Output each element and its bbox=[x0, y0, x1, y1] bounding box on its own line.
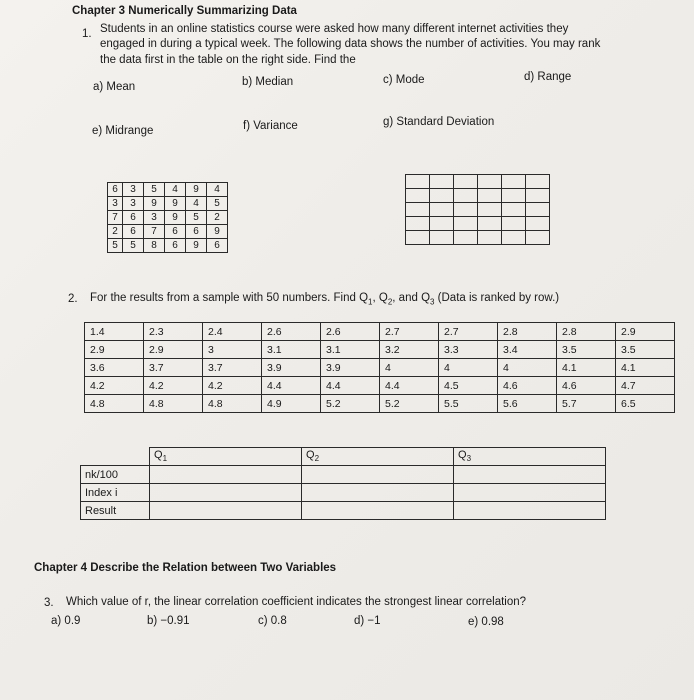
q1-line3: the data first in the table on the right side. Find the bbox=[100, 54, 356, 66]
table-cell: 5.7 bbox=[557, 395, 616, 413]
blank-cell[interactable] bbox=[430, 175, 454, 189]
q3-option-e: e) 0.98 bbox=[468, 616, 504, 628]
q2-data-table bbox=[84, 322, 675, 413]
table-cell: 5 bbox=[207, 197, 228, 211]
blank-cell[interactable] bbox=[478, 189, 502, 203]
table-cell: 4.8 bbox=[85, 395, 144, 413]
quartile-label: $Q_2$ bbox=[378, 292, 393, 307]
table-row bbox=[406, 231, 550, 245]
table-cell: 3.6 bbox=[85, 359, 144, 377]
table-cell: 3 bbox=[144, 211, 165, 225]
blank-cell[interactable] bbox=[526, 203, 550, 217]
table-row bbox=[85, 341, 675, 359]
table-cell: 3.9 bbox=[321, 359, 380, 377]
table-cell: 3.1 bbox=[262, 341, 321, 359]
answer-cell[interactable] bbox=[150, 502, 302, 520]
table-cell: 5 bbox=[186, 211, 207, 225]
table-row bbox=[85, 377, 675, 395]
quartile-table bbox=[80, 447, 606, 520]
table-cell: 2.3 bbox=[144, 323, 203, 341]
table-row bbox=[81, 484, 606, 502]
table-row bbox=[108, 197, 228, 211]
table-cell: 3.3 bbox=[439, 341, 498, 359]
table-row bbox=[85, 323, 675, 341]
table-cell: 4.1 bbox=[557, 359, 616, 377]
table-cell: 4.8 bbox=[203, 395, 262, 413]
table-cell: 4 bbox=[498, 359, 557, 377]
blank-cell[interactable] bbox=[430, 231, 454, 245]
q3-number: 3. bbox=[44, 597, 54, 609]
blank-cell[interactable] bbox=[478, 231, 502, 245]
blank-cell[interactable] bbox=[478, 175, 502, 189]
quartile-label: $Q_2$ bbox=[306, 449, 320, 464]
table-cell: 4.4 bbox=[262, 377, 321, 395]
quartile-header bbox=[454, 448, 606, 466]
quartile-label: $Q_3$ bbox=[421, 292, 435, 307]
blank-cell[interactable] bbox=[406, 231, 430, 245]
table-cell: 4.4 bbox=[380, 377, 439, 395]
table-cell: 6.5 bbox=[616, 395, 675, 413]
table-cell: 7 bbox=[108, 211, 123, 225]
table-cell: 4.6 bbox=[557, 377, 616, 395]
row-label: Result bbox=[81, 502, 150, 520]
table-cell: 4.2 bbox=[144, 377, 203, 395]
table-cell: 4.2 bbox=[85, 377, 144, 395]
table-cell: 3.7 bbox=[144, 359, 203, 377]
table-cell: 7 bbox=[144, 225, 165, 239]
table-cell: 9 bbox=[165, 211, 186, 225]
table-cell: 4.8 bbox=[144, 395, 203, 413]
quartile-label: $Q_1$ bbox=[154, 449, 168, 464]
table-cell: 6 bbox=[207, 239, 228, 253]
q1-number: 1. bbox=[82, 28, 92, 40]
table-cell: 2.9 bbox=[144, 341, 203, 359]
q1-data-table bbox=[107, 182, 228, 253]
table-cell: 2.8 bbox=[557, 323, 616, 341]
blank-cell[interactable] bbox=[502, 189, 526, 203]
q1-part-g: g) Standard Deviation bbox=[383, 116, 495, 128]
blank-cell[interactable] bbox=[454, 231, 478, 245]
q3-option-c: c) 0.8 bbox=[258, 615, 287, 627]
blank-cell[interactable] bbox=[406, 175, 430, 189]
table-cell: 9 bbox=[186, 239, 207, 253]
table-cell: 5.2 bbox=[380, 395, 439, 413]
table-cell: 9 bbox=[186, 183, 207, 197]
blank-cell[interactable] bbox=[430, 217, 454, 231]
table-cell: 4.1 bbox=[616, 359, 675, 377]
blank-cell[interactable] bbox=[526, 189, 550, 203]
table-row bbox=[406, 203, 550, 217]
table-cell: 5 bbox=[123, 239, 144, 253]
table-row bbox=[406, 175, 550, 189]
table-cell: 3.7 bbox=[203, 359, 262, 377]
table-cell: 5.2 bbox=[321, 395, 380, 413]
blank-cell[interactable] bbox=[406, 189, 430, 203]
q3-option-d: d) −1 bbox=[354, 615, 381, 627]
table-cell: 4 bbox=[165, 183, 186, 197]
table-row bbox=[406, 189, 550, 203]
row-label: Index i bbox=[81, 484, 150, 502]
row-label: nk/100 bbox=[81, 466, 150, 484]
q1-line1: Students in an online statistics course were asked how many different internet activities they bbox=[100, 23, 569, 35]
table-row bbox=[85, 395, 675, 413]
table-cell: 2.6 bbox=[262, 323, 321, 341]
q1-part-d: d) Range bbox=[524, 71, 572, 83]
answer-cell[interactable] bbox=[302, 502, 454, 520]
answer-cell[interactable] bbox=[454, 484, 606, 502]
table-cell: 4.7 bbox=[616, 377, 675, 395]
table-cell: 5 bbox=[144, 183, 165, 197]
table-cell: 6 bbox=[123, 225, 144, 239]
answer-cell[interactable] bbox=[454, 466, 606, 484]
blank-cell[interactable] bbox=[502, 203, 526, 217]
table-row bbox=[406, 217, 550, 231]
blank-cell[interactable] bbox=[454, 203, 478, 217]
table-cell: 2 bbox=[207, 211, 228, 225]
table-cell: 5.5 bbox=[439, 395, 498, 413]
q1-rank-table bbox=[405, 174, 550, 245]
table-cell: 4.6 bbox=[498, 377, 557, 395]
blank-cell[interactable] bbox=[502, 231, 526, 245]
table-cell: 9 bbox=[207, 225, 228, 239]
chapter4-title: Chapter 4 Describe the Relation between Two Variables bbox=[34, 562, 337, 574]
q1-part-a: a) Mean bbox=[93, 81, 136, 93]
blank-cell[interactable] bbox=[526, 217, 550, 231]
answer-cell[interactable] bbox=[150, 466, 302, 484]
blank-cell[interactable] bbox=[406, 203, 430, 217]
table-cell: 5 bbox=[108, 239, 123, 253]
table-cell: 4.4 bbox=[321, 377, 380, 395]
table-cell: 6 bbox=[186, 225, 207, 239]
table-cell: 6 bbox=[165, 225, 186, 239]
table-cell: 8 bbox=[144, 239, 165, 253]
answer-cell[interactable] bbox=[150, 484, 302, 502]
blank-cell[interactable] bbox=[502, 217, 526, 231]
table-cell: 3.2 bbox=[380, 341, 439, 359]
q1-part-e: e) Midrange bbox=[92, 125, 154, 137]
blank-cell[interactable] bbox=[454, 175, 478, 189]
quartile-header bbox=[302, 448, 454, 466]
table-cell: 2.7 bbox=[380, 323, 439, 341]
blank-cell[interactable] bbox=[430, 189, 454, 203]
quartile-label: $Q_3$ bbox=[458, 449, 472, 464]
table-cell: 4 bbox=[439, 359, 498, 377]
table-row bbox=[108, 239, 228, 253]
table-cell: 3 bbox=[123, 183, 144, 197]
blank-cell[interactable] bbox=[454, 189, 478, 203]
table-cell: 9 bbox=[144, 197, 165, 211]
table-cell: 3.4 bbox=[498, 341, 557, 359]
table-cell: 4.2 bbox=[203, 377, 262, 395]
q3-text: Which value of r, the linear correlation coefficient indicates the strongest linear correlation? bbox=[66, 596, 527, 608]
corner-cell bbox=[81, 448, 150, 466]
table-cell: 3.1 bbox=[321, 341, 380, 359]
table-cell: 4.5 bbox=[439, 377, 498, 395]
table-row bbox=[81, 502, 606, 520]
blank-cell[interactable] bbox=[454, 217, 478, 231]
blank-cell[interactable] bbox=[526, 231, 550, 245]
blank-cell[interactable] bbox=[526, 175, 550, 189]
table-cell: 3.5 bbox=[616, 341, 675, 359]
table-cell: 6 bbox=[108, 183, 123, 197]
table-cell: 4.9 bbox=[262, 395, 321, 413]
table-cell: 1.4 bbox=[85, 323, 144, 341]
quartile-header bbox=[150, 448, 302, 466]
chapter3-title: Chapter 3 Numerically Summarizing Data bbox=[72, 5, 297, 17]
table-cell: 2.9 bbox=[85, 341, 144, 359]
table-row bbox=[108, 211, 228, 225]
blank-cell[interactable] bbox=[478, 217, 502, 231]
table-row bbox=[108, 183, 228, 197]
q2-text: For the results from a sample with 50 numbers. Find $Q_1$, $Q_2$, and $Q_3$ (Data is ranked by row.) bbox=[90, 292, 560, 307]
table-row bbox=[81, 466, 606, 484]
table-row bbox=[108, 225, 228, 239]
table-cell: 3 bbox=[203, 341, 262, 359]
table-cell: 4 bbox=[380, 359, 439, 377]
blank-cell[interactable] bbox=[478, 203, 502, 217]
table-cell: 2.9 bbox=[616, 323, 675, 341]
quartile-label: $Q_1$ bbox=[359, 292, 373, 307]
table-cell: 5.6 bbox=[498, 395, 557, 413]
table-cell: 2.8 bbox=[498, 323, 557, 341]
q1-line2: engaged in during a typical week. The following data shows the number of activities. You may rank bbox=[100, 38, 601, 50]
table-cell: 9 bbox=[165, 197, 186, 211]
table-cell: 2.7 bbox=[439, 323, 498, 341]
table-cell: 2.6 bbox=[321, 323, 380, 341]
q1-part-b: b) Median bbox=[242, 76, 294, 88]
table-cell: 4 bbox=[186, 197, 207, 211]
table-cell: 3 bbox=[123, 197, 144, 211]
answer-cell[interactable] bbox=[454, 502, 606, 520]
table-cell: 6 bbox=[123, 211, 144, 225]
q1-part-c: c) Mode bbox=[383, 74, 425, 86]
blank-cell[interactable] bbox=[406, 217, 430, 231]
q2-number: 2. bbox=[68, 293, 78, 305]
table-row bbox=[85, 359, 675, 377]
table-cell: 3.9 bbox=[262, 359, 321, 377]
table-cell: 3 bbox=[108, 197, 123, 211]
blank-cell[interactable] bbox=[502, 175, 526, 189]
blank-cell[interactable] bbox=[430, 203, 454, 217]
table-cell: 6 bbox=[165, 239, 186, 253]
table-cell: 4 bbox=[207, 183, 228, 197]
table-header-row bbox=[81, 448, 606, 466]
table-cell: 2.4 bbox=[203, 323, 262, 341]
table-cell: 3.5 bbox=[557, 341, 616, 359]
table-cell: 2 bbox=[108, 225, 123, 239]
q3-option-b: b) −0.91 bbox=[147, 615, 190, 627]
answer-cell[interactable] bbox=[302, 484, 454, 502]
answer-cell[interactable] bbox=[302, 466, 454, 484]
q3-option-a: a) 0.9 bbox=[51, 615, 81, 627]
q1-part-f: f) Variance bbox=[243, 120, 298, 132]
